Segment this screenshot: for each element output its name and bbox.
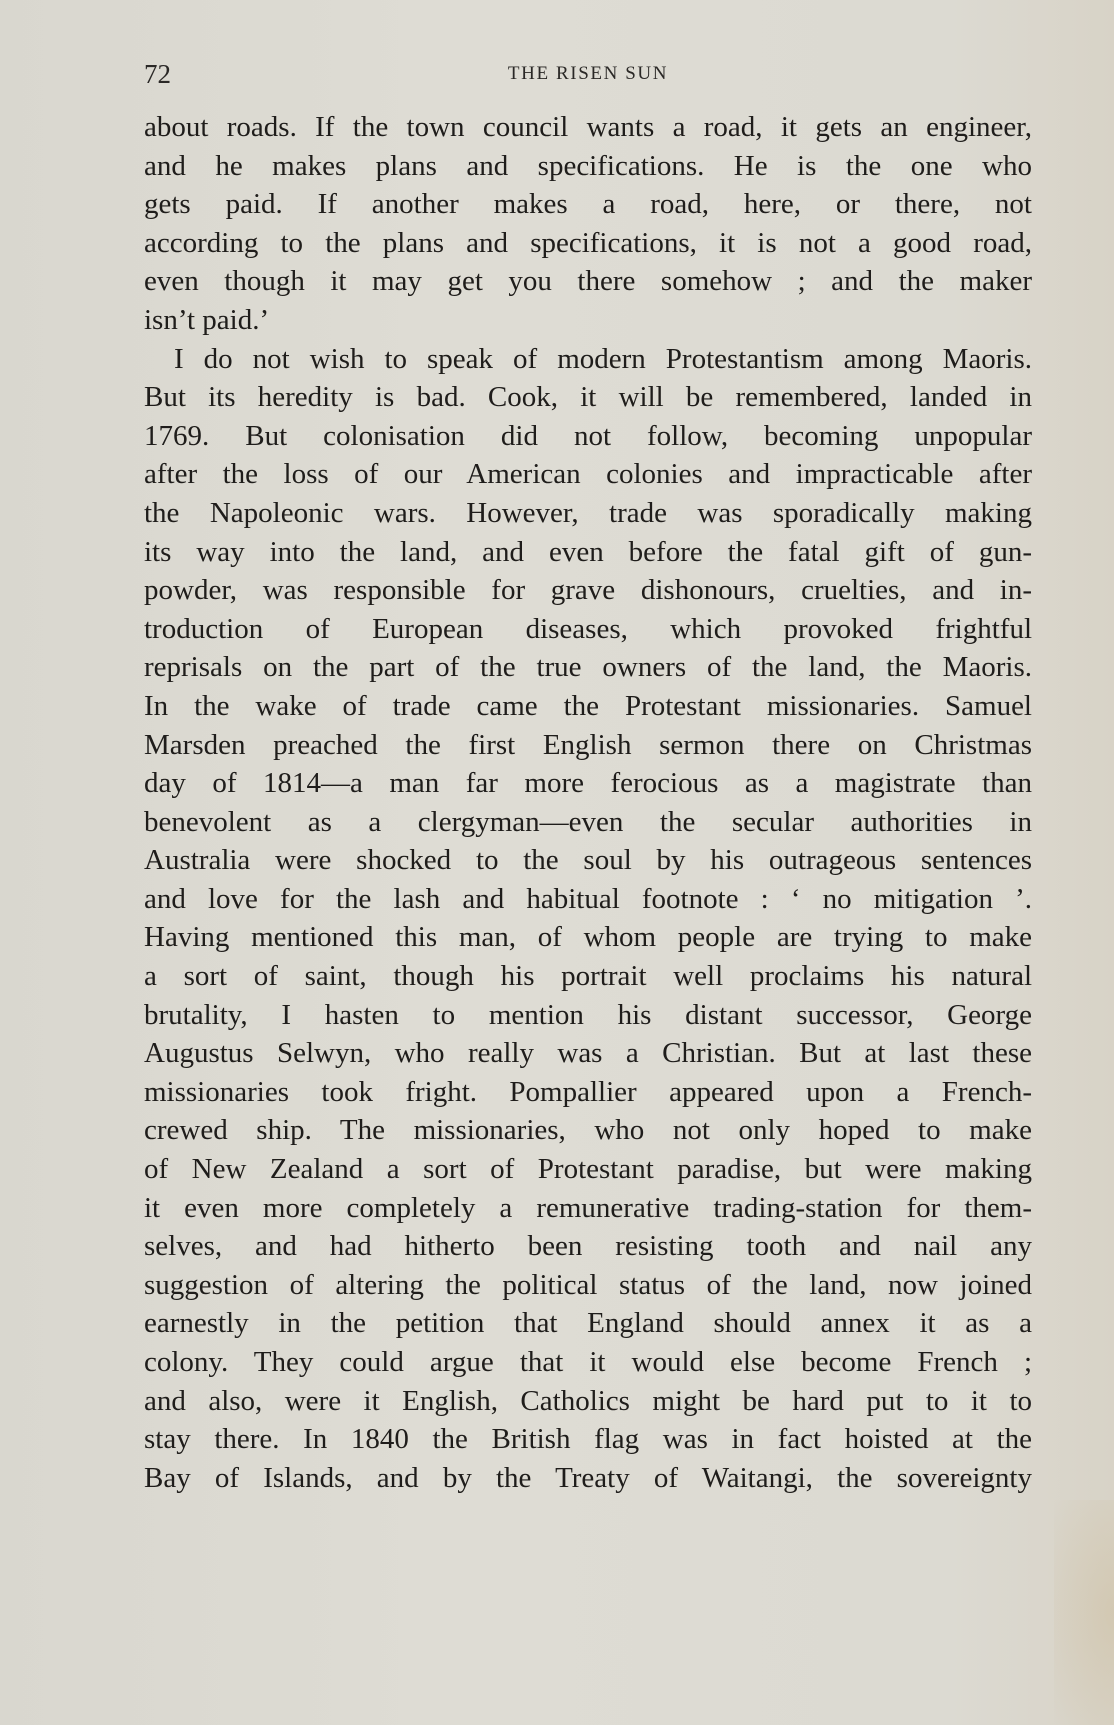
text-line: In the wake of trade came the Protestant missionaries. Samuel [144, 689, 1032, 722]
text-line: and also, were it English, Catholics might be hard put to it to [144, 1384, 1032, 1417]
text-line: troduction of European diseases, which provoked frightful [144, 612, 1032, 645]
text-line: isn’t paid.’ [144, 303, 270, 336]
text-line: it even more completely a remunerative trading-station for them- [144, 1191, 1032, 1224]
text-line: benevolent as a clergyman—even the secular authorities in [144, 805, 1032, 838]
text-line: crewed ship. The missionaries, who not only hoped to make [144, 1114, 1032, 1147]
paragraph-start-line: I do not wish to speak of modern Protestantism among Maoris. [174, 342, 1032, 375]
body-text [144, 108, 1032, 1497]
text-line: brutality, I hasten to mention his distant successor, George [144, 998, 1032, 1031]
text-line: missionaries took fright. Pompallier appeared upon a French- [144, 1075, 1032, 1108]
text-line: after the loss of our American colonies and impracticable after [144, 458, 1032, 491]
text-line: and he makes plans and specifications. He is the one who [144, 149, 1032, 182]
page-stain [1054, 1500, 1114, 1725]
text-line: even though it may get you there somehow ; and the maker [144, 265, 1032, 298]
text-line: But its heredity is bad. Cook, it will be remembered, landed in [144, 381, 1032, 414]
page-number: 72 [144, 59, 171, 89]
text-line: Having mentioned this man, of whom people are trying to make [144, 921, 1032, 954]
running-title: THE RISEN SUN [507, 63, 669, 84]
running-header [144, 54, 1032, 94]
text-line: colony. They could argue that it would else become French ; [144, 1346, 1032, 1378]
text-line: suggestion of altering the political status of the land, now joined [144, 1268, 1032, 1301]
text-line: the Napoleonic wars. However, trade was sporadically making [144, 496, 1032, 529]
text-line: powder, was responsible for grave dishonours, cruelties, and in- [144, 574, 1032, 607]
text-line: about roads. If the town council wants a road, it gets an engineer, [144, 111, 1032, 143]
text-line: 1769. But colonisation did not follow, becoming unpopular [144, 419, 1032, 452]
text-line: earnestly in the petition that England should annex it as a [144, 1307, 1032, 1340]
text-line: and love for the lash and habitual footnote : ‘ no mitigation ’. [144, 882, 1032, 915]
text-line: Australia were shocked to the soul by his outrageous sentences [144, 844, 1032, 877]
text-line: according to the plans and specifications, it is not a good road, [144, 226, 1032, 259]
text-line: Bay of Islands, and by the Treaty of Waitangi, the sovereignty [144, 1461, 1032, 1494]
text-line: its way into the land, and even before the fatal gift of gun- [144, 535, 1032, 568]
text-line: a sort of saint, though his portrait well proclaims his natural [144, 960, 1032, 993]
text-line: reprisals on the part of the true owners of the land, the Maoris. [144, 651, 1032, 684]
text-line: selves, and had hitherto been resisting tooth and nail any [144, 1230, 1032, 1263]
text-line: Marsden preached the first English sermon there on Christmas [144, 728, 1032, 761]
text-line: Augustus Selwyn, who really was a Christian. But at last these [144, 1037, 1032, 1070]
text-line: of New Zealand a sort of Protestant paradise, but were making [144, 1153, 1032, 1186]
text-line: stay there. In 1840 the British flag was in fact hoisted at the [144, 1423, 1032, 1456]
text-line: day of 1814—a man far more ferocious as a magistrate than [144, 767, 1032, 800]
text-line: gets paid. If another makes a road, here, or there, not [144, 188, 1032, 221]
